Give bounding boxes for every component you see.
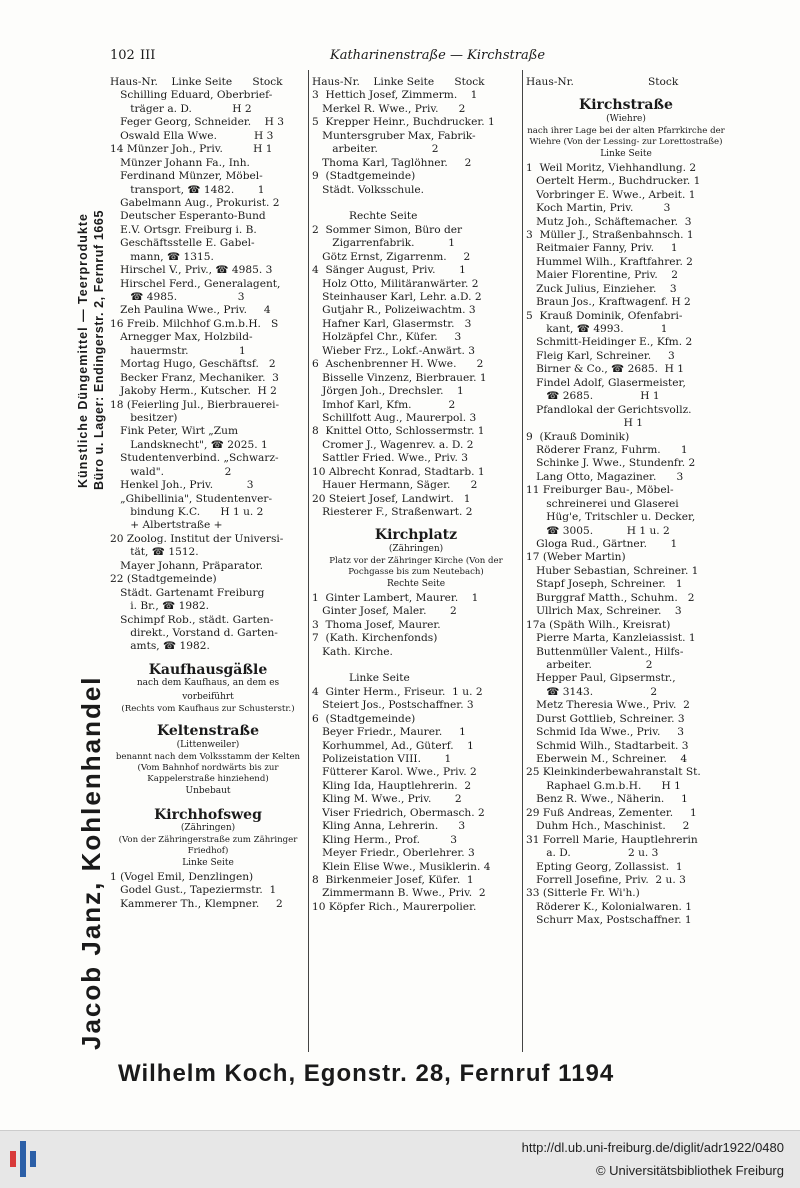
street-district: (Zähringen) bbox=[388, 543, 444, 554]
directory-entry: Klein Elise Wwe., Musiklerin. 4 bbox=[312, 860, 491, 873]
directory-entry: 17 (Weber Martin) bbox=[526, 551, 626, 564]
directory-entry: Riesterer F., Straßenwart. 2 bbox=[312, 506, 473, 518]
directory-entry: Kammerer Th., Klempner. 2 bbox=[110, 897, 283, 910]
directory-entry: Holzäpfel Chr., Küfer. 3 bbox=[312, 331, 462, 344]
street-description: Platz vor der Zähringer Kirche (Von der Pochgasse bis zum Neutebach) bbox=[329, 556, 503, 578]
street-heading: Kirchplatz bbox=[374, 527, 458, 544]
directory-entry: Röderer K., Kolonialwaren. 1 bbox=[526, 900, 692, 913]
section-side-label: Rechte Seite bbox=[386, 579, 446, 590]
directory-entry: 18 (Feierling Jul., Bierbrauerei- bbox=[110, 398, 280, 411]
running-title: Katharinenstraße — Kirchstraße bbox=[330, 48, 546, 63]
directory-entry: Ferdinand Münzer, Möbel- bbox=[110, 170, 263, 183]
directory-entry: 22 (Stadtgemeinde) bbox=[110, 573, 217, 586]
source-url-link[interactable]: http://dl.ub.uni-freiburg.de/diglit/adr1922/0480 bbox=[521, 1140, 784, 1155]
directory-entry: Duhm Hch., Maschinist. 2 bbox=[526, 820, 690, 833]
directory-entry: Polizeistation VIII. 1 bbox=[312, 753, 452, 766]
directory-entry: i. Br., ☎ 1982. bbox=[110, 600, 210, 613]
directory-entry: Hirschel Ferd., Generalagent, bbox=[110, 277, 281, 290]
column-3 bbox=[526, 76, 726, 1056]
directory-entry: Schilling Eduard, Oberbrief- bbox=[110, 89, 273, 102]
section-side-label: Unbebaut bbox=[185, 786, 231, 797]
directory-entry: 6 Aschenbrenner H. Wwe. 2 bbox=[312, 358, 484, 371]
directory-entry: 29 Fuß Andreas, Zementer. 1 bbox=[526, 806, 697, 819]
directory-entry: 33 (Sitterle Fr. Wi'h.) bbox=[526, 887, 640, 900]
directory-entry: Becker Franz, Mechaniker. 3 bbox=[110, 371, 279, 384]
street-district: (Zähringen) bbox=[180, 822, 236, 833]
directory-entry bbox=[312, 197, 520, 210]
directory-entry: Kling Ida, Hauptlehrerin. 2 bbox=[312, 779, 472, 792]
directory-entry: Maier Florentine, Priv. 2 bbox=[526, 269, 678, 282]
directory-entry: Lang Otto, Magaziner. 3 bbox=[526, 470, 684, 483]
directory-entry: a. D. 2 u. 3 bbox=[526, 847, 659, 860]
directory-entry: Oswald Ella Wwe. H 3 bbox=[110, 129, 274, 142]
directory-entry: Kling Anna, Lehrerin. 3 bbox=[312, 820, 466, 833]
street-district: nach dem Kaufhaus, an dem es vorbeiführt bbox=[136, 678, 280, 702]
directory-entry: arbeiter. 2 bbox=[526, 658, 653, 671]
street-heading: Kirchhofsweg bbox=[154, 806, 262, 823]
directory-entry: Fütterer Karol. Wwe., Priv. 2 bbox=[312, 766, 477, 779]
directory-entry: Pierre Marta, Kanzleiassist. 1 bbox=[526, 632, 696, 645]
directory-entry: Studentenverbind. „Schwarz- bbox=[110, 452, 279, 465]
directory-entry: wald". 2 bbox=[110, 465, 232, 478]
directory-entry: 8 Knittel Otto, Schlossermstr. 1 bbox=[312, 425, 485, 438]
directory-entry: ☎ 3005. H 1 u. 2 bbox=[526, 524, 670, 537]
directory-entry: Stapf Joseph, Schreiner. 1 bbox=[526, 578, 683, 591]
directory-entry: Kath. Kirche. bbox=[312, 645, 393, 658]
street-district: (Wiehre) bbox=[606, 113, 646, 124]
directory-entry: Röderer Franz, Fuhrm. 1 bbox=[526, 443, 688, 456]
street-description: benannt nach dem Volksstamm der Kelten (Vom Bahnhof nordwärts bis zur Kappelerstraße hinziehend) bbox=[115, 752, 301, 785]
directory-entry: Beyer Friedr., Maurer. 1 bbox=[312, 726, 466, 739]
directory-entry: Deutscher Esperanto-Bund bbox=[110, 210, 266, 223]
directory-entry: + Albertstraße + bbox=[110, 519, 223, 532]
directory-entry: Pfandlokal der Gerichtsvollz. bbox=[526, 403, 692, 416]
directory-entry: Koch Martin, Priv. 3 bbox=[526, 202, 671, 215]
directory-entry: Sattler Fried. Wwe., Priv. 3 bbox=[312, 452, 468, 465]
directory-entry: Zigarrenfabrik. 1 bbox=[312, 237, 455, 250]
directory-entry: Schillfott Aug., Maurerpol. 3 bbox=[312, 411, 477, 424]
directory-entry: Hüg'e, Tritschler u. Decker, bbox=[526, 511, 696, 524]
directory-entry: 4 Sänger August, Priv. 1 bbox=[312, 264, 466, 277]
directory-entry: Schimpf Rob., städt. Garten- bbox=[110, 613, 274, 626]
directory-entry: Städt. Volksschule. bbox=[312, 183, 425, 196]
column-rule bbox=[308, 70, 309, 1052]
page-roman: III bbox=[140, 48, 156, 63]
directory-entry: Steinhauser Karl, Lehr. a.D. 2 bbox=[312, 291, 482, 303]
directory-entry: Schinke J. Wwe., Stundenfr. 2 bbox=[526, 457, 696, 470]
directory-entry: 16 Freib. Milchhof G.m.b.H. S bbox=[110, 317, 279, 330]
directory-entry: Zuck Julius, Einzieher. 3 bbox=[526, 282, 677, 295]
directory-entry: 20 Zoolog. Institut der Universi- bbox=[110, 532, 284, 545]
directory-entry: 3 Müller J., Straßenbahnsch. 1 bbox=[526, 228, 694, 241]
directory-entry: 20 Steiert Josef, Landwirt. 1 bbox=[312, 492, 471, 505]
directory-entry: Reitmaier Fanny, Priv. 1 bbox=[526, 242, 678, 255]
directory-entry: 5 Krepper Heinr., Buchdrucker. 1 bbox=[312, 116, 495, 129]
directory-entry: Landsknecht", ☎ 2025. 1 bbox=[110, 438, 268, 451]
directory-entry: Schmid Ida Wwe., Priv. 3 bbox=[526, 726, 684, 739]
column-rule bbox=[522, 70, 523, 1052]
directory-entry: Haus-Nr. Linke Seite Stock bbox=[312, 76, 485, 88]
directory-entry: Birner & Co., ☎ 2685. H 1 bbox=[526, 363, 685, 376]
directory-entry: Epting Georg, Zollassist. 1 bbox=[526, 860, 683, 873]
directory-entry: Hirschel V., Priv., ☎ 4985. 3 bbox=[110, 264, 273, 277]
directory-entry: Gloga Rud., Gärtner. 1 bbox=[526, 538, 678, 551]
directory-entry: ☎ 4985. 3 bbox=[110, 291, 245, 303]
directory-entry: Imhof Karl, Kfm. 2 bbox=[312, 398, 456, 411]
directory-entry: Steiert Jos., Postschaffner. 3 bbox=[312, 699, 474, 712]
directory-entry: 3 Hettich Josef, Zimmerm. 1 bbox=[312, 89, 478, 102]
directory-entry: Arnegger Max, Holzbild- bbox=[110, 331, 253, 344]
directory-entry: Rechte Seite bbox=[312, 210, 418, 223]
directory-entry: Mortag Hugo, Geschäftsf. 2 bbox=[110, 358, 276, 371]
directory-entry: 9 (Krauß Dominik) bbox=[526, 430, 630, 443]
street-heading: Kirchstraße bbox=[579, 97, 673, 114]
directory-entry: Städt. Gartenamt Freiburg bbox=[110, 586, 265, 599]
directory-entry: Linke Seite bbox=[312, 672, 410, 685]
directory-entry: Merkel R. Wwe., Priv. 2 bbox=[312, 102, 466, 115]
directory-entry: Wieber Frz., Lokf.-Anwärt. 3 bbox=[312, 344, 476, 357]
directory-entry: 4 Ginter Herm., Friseur. 1 u. 2 bbox=[312, 685, 483, 698]
directory-entry: Mutz Joh., Schäftemacher. 3 bbox=[526, 215, 692, 228]
directory-entry: Hummel Wilh., Kraftfahrer. 2 bbox=[526, 255, 693, 268]
directory-entry: Eberwein M., Schreiner. 4 bbox=[526, 753, 688, 766]
street-description: (Rechts vom Kaufhaus zur Schusterstr.) bbox=[121, 704, 295, 715]
directory-entry: Geschäftsstelle E. Gabel- bbox=[110, 237, 255, 250]
directory-entry: Hepper Paul, Gipsermstr., bbox=[526, 672, 676, 685]
directory-entry: Jakoby Herm., Kutscher. H 2 bbox=[110, 385, 277, 398]
directory-entry: Gutjahr R., Polizeiwachtm. 3 bbox=[312, 304, 476, 317]
section-side-label: Linke Seite bbox=[182, 858, 234, 869]
directory-entry: Gabelmann Aug., Prokurist. 2 bbox=[110, 196, 280, 209]
directory-entry: 1 Ginter Lambert, Maurer. 1 bbox=[312, 591, 479, 604]
directory-entry: Buttenmüller Valent., Hilfs- bbox=[526, 645, 684, 658]
street-description: nach ihrer Lage bei der alten Pfarrkirche der Wiehre (Von der Lessing- zur Lorettostraße) bbox=[527, 126, 725, 148]
directory-entry: ☎ 3143. 2 bbox=[526, 685, 658, 698]
directory-entry: Holz Otto, Militäranwärter. 2 bbox=[312, 277, 479, 290]
directory-entry: Münzer Johann Fa., Inh. bbox=[110, 156, 250, 169]
page-number: 102 bbox=[110, 48, 135, 63]
copyright-text: © Universitätsbibliothek Freiburg bbox=[595, 1163, 784, 1178]
directory-entry: 14 Münzer Joh., Priv. H 1 bbox=[110, 143, 273, 156]
directory-entry: Zeh Paulina Wwe., Priv. 4 bbox=[110, 304, 271, 317]
directory-entry: Viser Friedrich, Obermasch. 2 bbox=[312, 806, 485, 819]
directory-entry: transport, ☎ 1482. 1 bbox=[110, 183, 265, 196]
directory-entry: Schmitt-Heidinger E., Kfm. 2 bbox=[526, 336, 693, 349]
directory-entry: Findel Adolf, Glasermeister, bbox=[526, 376, 686, 389]
directory-entry: 8 Birkenmeier Josef, Küfer. 1 bbox=[312, 873, 474, 886]
street-district: (Littenweiler) bbox=[176, 739, 240, 750]
column-2 bbox=[312, 76, 520, 1056]
directory-entry: Huber Sebastian, Schreiner. 1 bbox=[526, 564, 699, 577]
directory-entry: Korhummel, Ad., Güterf. 1 bbox=[312, 739, 474, 752]
directory-entry: Haus-Nr. Linke Seite Stock bbox=[110, 76, 283, 88]
directory-entry: Mayer Johann, Präparator. bbox=[110, 559, 263, 572]
directory-entry: Kling M. Wwe., Priv. 2 bbox=[312, 793, 462, 806]
directory-entry: Schurr Max, Postschaffner. 1 bbox=[526, 914, 692, 927]
directory-entry: Zimmermann B. Wwe., Priv. 2 bbox=[312, 887, 486, 900]
directory-entry: Jörgen Joh., Drechsler. 1 bbox=[312, 385, 464, 398]
directory-entry: Feger Georg, Schneider. H 3 bbox=[110, 116, 284, 129]
directory-entry: Cromer J., Wagenrev. a. D. 2 bbox=[312, 438, 474, 451]
directory-entry: 25 Kleinkinderbewahranstalt St. bbox=[526, 766, 701, 779]
directory-entry: 10 Köpfer Rich., Maurerpolier. bbox=[312, 900, 477, 913]
street-heading: Kaufhausgäßle bbox=[148, 661, 268, 678]
directory-entry: „Ghibellinia", Studentenver- bbox=[110, 492, 273, 505]
section-side-label: Linke Seite bbox=[600, 149, 652, 160]
directory-entry: Vorbringer E. Wwe., Arbeit. 1 bbox=[526, 188, 696, 201]
directory-entry: Forrell Josefine, Priv. 2 u. 3 bbox=[526, 873, 686, 886]
directory-entry: 6 (Stadtgemeinde) bbox=[312, 712, 416, 725]
directory-entry: 2 Sommer Simon, Büro der bbox=[312, 223, 463, 236]
directory-entry: bindung K.C. H 1 u. 2 bbox=[110, 506, 264, 518]
directory-entry: träger a. D. H 2 bbox=[110, 102, 252, 115]
directory-entry: amts, ☎ 1982. bbox=[110, 640, 210, 653]
directory-entry: kant, ☎ 4993. 1 bbox=[526, 323, 668, 336]
street-heading: Keltenstraße bbox=[157, 723, 259, 740]
directory-entry: 9 (Stadtgemeinde) bbox=[312, 170, 416, 183]
street-description: (Von der Zähringerstraße zum Zähringer Friedhof) bbox=[118, 835, 298, 857]
ad-small-2: Büro u. Lager: Endingerstr. 2, Fernruf 1665 bbox=[92, 209, 106, 490]
directory-entry: tät, ☎ 1512. bbox=[110, 546, 199, 559]
directory-entry: schreinerei und Glaserei bbox=[526, 497, 679, 510]
directory-entry: Benz R. Wwe., Näherin. 1 bbox=[526, 793, 688, 806]
directory-entry: Oertelt Herm., Buchdrucker. 1 bbox=[526, 175, 701, 188]
directory-entry: direkt., Vorstand d. Garten- bbox=[110, 626, 278, 639]
directory-entry: Fleig Karl, Schreiner. 3 bbox=[526, 349, 675, 362]
directory-entry: Hafner Karl, Glasermstr. 3 bbox=[312, 317, 472, 330]
directory-entry: 3 Thoma Josef, Maurer. bbox=[312, 618, 441, 631]
directory-entry: 10 Albrecht Konrad, Stadtarb. 1 bbox=[312, 465, 485, 478]
footer-ad: Wilhelm Koch, Egonstr. 28, Fernruf 1194 bbox=[118, 1060, 615, 1087]
directory-entry: Burggraf Matth., Schuhm. 2 bbox=[526, 591, 695, 604]
directory-entry: Schmid Wilh., Stadtarbeit. 3 bbox=[526, 739, 689, 752]
ad-small-1: Künstliche Düngemittel — Teerprodukte bbox=[76, 213, 90, 488]
directory-entry: besitzer) bbox=[110, 411, 178, 424]
directory-entry: 17a (Späth Wilh., Kreisrat) bbox=[526, 618, 671, 631]
directory-entry: Haus-Nr. Stock bbox=[526, 76, 679, 88]
directory-entry: Muntersgruber Max, Fabrik- bbox=[312, 129, 476, 142]
directory-entry: Braun Jos., Kraftwagenf. H 2 bbox=[526, 296, 691, 309]
directory-entry: Fink Peter, Wirt „Zum bbox=[110, 425, 239, 438]
directory-entry: Ullrich Max, Schreiner. 3 bbox=[526, 605, 682, 618]
directory-entry: Götz Ernst, Zigarrenm. 2 bbox=[312, 250, 471, 263]
directory-entry: Durst Gottlieb, Schreiner. 3 bbox=[526, 712, 685, 725]
directory-entry: Bisselle Vinzenz, Bierbrauer. 1 bbox=[312, 371, 487, 384]
university-logo-icon bbox=[8, 1137, 38, 1181]
directory-entry: Thoma Karl, Taglöhner. 2 bbox=[312, 156, 472, 169]
viewer-bar bbox=[0, 1130, 800, 1188]
directory-entry: Kling Herm., Prof. 3 bbox=[312, 833, 458, 846]
directory-entry: 1 Weil Moritz, Viehhandlung. 2 bbox=[526, 161, 697, 174]
directory-entry: 5 Krauß Dominik, Ofenfabri- bbox=[526, 309, 683, 322]
directory-entry: 31 Forrell Marie, Hauptlehrerin bbox=[526, 833, 698, 846]
directory-entry: 1 (Vogel Emil, Denzlingen) bbox=[110, 870, 254, 883]
ad-big: Jacob Janz, Kohlenhandel bbox=[76, 675, 106, 1050]
directory-entry: E.V. Ortsgr. Freiburg i. B. bbox=[110, 223, 257, 236]
directory-entry: Hauer Hermann, Säger. 2 bbox=[312, 479, 478, 492]
directory-entry: mann, ☎ 1315. bbox=[110, 250, 214, 263]
directory-entry: ☎ 2685. H 1 bbox=[526, 390, 660, 403]
directory-entry: Metz Theresia Wwe., Priv. 2 bbox=[526, 699, 690, 712]
directory-entry bbox=[312, 659, 520, 672]
directory-entry: H 1 bbox=[526, 417, 644, 430]
directory-entry: hauermstr. 1 bbox=[110, 344, 246, 357]
directory-entry: Henkel Joh., Priv. 3 bbox=[110, 479, 254, 492]
directory-entry: Godel Gust., Tapeziermstr. 1 bbox=[110, 884, 277, 897]
directory-entry: arbeiter. 2 bbox=[312, 143, 439, 156]
directory-entry: Ginter Josef, Maler. 2 bbox=[312, 605, 457, 618]
directory-entry: Meyer Friedr., Oberlehrer. 3 bbox=[312, 847, 475, 860]
directory-entry: 11 Freiburger Bau-, Möbel- bbox=[526, 484, 674, 497]
directory-entry: Raphael G.m.b.H. H 1 bbox=[526, 779, 681, 792]
directory-entry: 7 (Kath. Kirchenfonds) bbox=[312, 632, 438, 645]
column-1 bbox=[110, 76, 306, 1056]
